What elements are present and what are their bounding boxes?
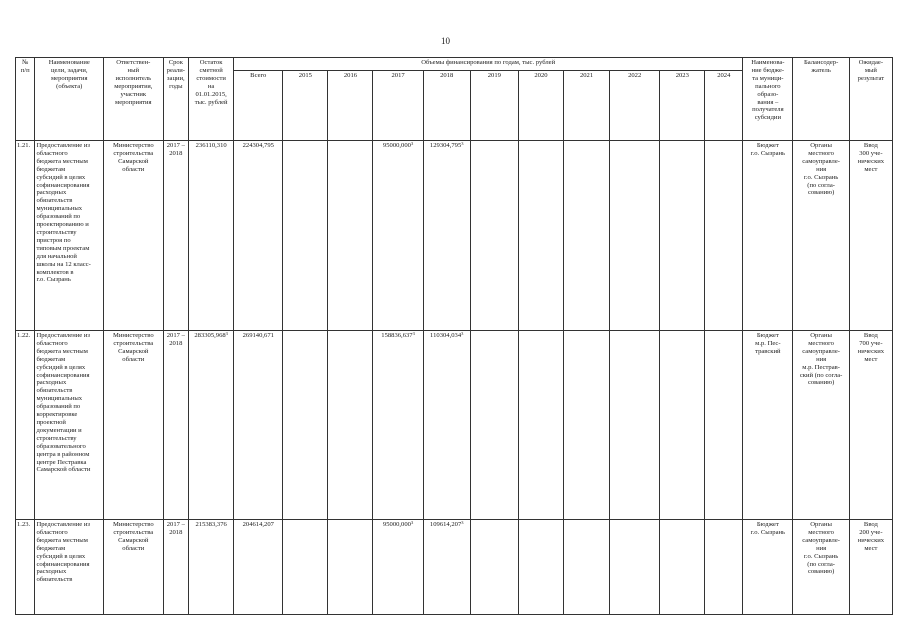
- row-y2015: [283, 331, 328, 520]
- row-y2021: [563, 141, 609, 331]
- row-y2024: [705, 520, 743, 615]
- row-y2018: [423, 520, 470, 615]
- row-balance-value: 283305,968: [194, 332, 226, 339]
- row-executor: Министерство строительства Самарской области: [104, 331, 163, 520]
- row-num: 1.23.: [16, 520, 35, 615]
- row-y2019: [470, 520, 518, 615]
- row-balance: [189, 331, 234, 520]
- row-term: 2017 – 2018: [163, 141, 189, 331]
- row-y2018-footnote: 3: [461, 141, 464, 146]
- row-y2016: [328, 520, 373, 615]
- header-term: Срок реали- зации, годы: [163, 58, 189, 141]
- table-row: [16, 331, 893, 520]
- row-y2017-value: 95000,000: [382, 521, 411, 528]
- row-total: 224304,795: [234, 141, 283, 331]
- row-result: Ввод 200 уче- нических мест: [849, 520, 892, 615]
- row-holder: Органы местного самоуправле- ния г.о. Сызрань (по согла- сованию): [793, 141, 849, 331]
- header-name: Наименование цели, задачи, мероприятия (объекта): [35, 58, 104, 141]
- row-y2018: [423, 141, 470, 331]
- row-result: Ввод 300 уче- нических мест: [849, 141, 892, 331]
- page-number: 10: [441, 36, 450, 46]
- header-year-2019: 2019: [470, 71, 518, 141]
- row-y2019: [470, 141, 518, 331]
- row-y2023: [660, 141, 705, 331]
- header-holder: Балансодер- жатель: [793, 58, 849, 141]
- row-y2017: [373, 520, 423, 615]
- row-name: Предоставление из областного бюджета местным бюджетам субсидий в целях софинансирования расходных обязательств муниципальных образований по корректировке проектной документации и строительству образовательного центра в районном центре Пестравка Самарской области: [35, 331, 104, 520]
- row-y2017: [373, 331, 423, 520]
- header-balance: Остаток сметной стоимости на 01.01.2015, тыс. рублей: [189, 58, 234, 141]
- header-year-2020: 2020: [518, 71, 563, 141]
- row-holder: Органы местного самоуправле- ния г.о. Сызрань (по согла- сованию): [793, 520, 849, 615]
- header-year-2015: 2015: [283, 71, 328, 141]
- row-term: 2017 – 2018: [163, 520, 189, 615]
- row-y2017-footnote: 3: [410, 520, 414, 525]
- row-y2022: [610, 520, 660, 615]
- row-executor: Министерство строительства Самарской области: [104, 520, 163, 615]
- row-y2021: [563, 520, 609, 615]
- row-y2017-value: 95000,000: [382, 142, 411, 149]
- row-y2018-value: 109614,207: [429, 521, 462, 528]
- row-y2016: [328, 141, 373, 331]
- row-y2022: [610, 331, 660, 520]
- header-year-2021: 2021: [563, 71, 609, 141]
- row-result: Ввод 700 уче- нических мест: [849, 331, 892, 520]
- row-budget: Бюджет г.о. Сызрань: [743, 141, 793, 331]
- row-y2023: [660, 520, 705, 615]
- row-holder: Органы местного самоуправле- ния м.р. Пестрав- ский (по согла- сованию): [793, 331, 849, 520]
- row-y2018-footnote: 3: [461, 331, 464, 336]
- row-budget: Бюджет г.о. Сызрань: [743, 520, 793, 615]
- row-name: Предоставление из областного бюджета местным бюджетам субсидий в целях софинансирования расходных обязательств: [35, 520, 104, 615]
- row-executor: Министерство строительства Самарской области: [104, 141, 163, 331]
- row-num: 1.21.: [16, 141, 35, 331]
- row-balance-footnote: 3: [225, 331, 228, 336]
- header-year-2023: 2023: [660, 71, 705, 141]
- row-y2023: [660, 331, 705, 520]
- row-total: 204614,207: [234, 520, 283, 615]
- row-y2016: [328, 331, 373, 520]
- header-num: № п/п: [16, 58, 35, 141]
- row-y2017-value: 158836,637: [381, 332, 413, 339]
- table-row: [16, 520, 893, 615]
- row-balance-value: 215383,376: [195, 521, 227, 528]
- table-row: [16, 141, 893, 331]
- row-y2024: [705, 141, 743, 331]
- row-y2020: [518, 141, 563, 331]
- row-y2024: [705, 331, 743, 520]
- row-balance: [189, 141, 234, 331]
- header-year-2024: 2024: [705, 71, 743, 141]
- row-y2018: [423, 331, 470, 520]
- header-year-2016: 2016: [328, 71, 373, 141]
- row-y2018-value: 110304,034: [430, 332, 462, 339]
- row-balance-value: 236110,310: [195, 142, 227, 149]
- row-y2020: [518, 331, 563, 520]
- row-budget: Бюджет м.р. Пес- травский: [743, 331, 793, 520]
- financing-table: [15, 57, 893, 615]
- row-total: 269140,671: [234, 331, 283, 520]
- row-y2015: [283, 141, 328, 331]
- row-y2015: [283, 520, 328, 615]
- row-y2022: [610, 141, 660, 331]
- header-result: Ожидае- мый результат: [849, 58, 892, 141]
- row-num: 1.22.: [16, 331, 35, 520]
- header-year-2017: 2017: [373, 71, 423, 141]
- header-year-2018: 2018: [423, 71, 470, 141]
- header-budget: Наименова- ние бюдже- та муници- пального образо- вания – получателя субсидии: [743, 58, 793, 141]
- row-name: Предоставление из областного бюджета местным бюджетам субсидий в целях софинансирования расходных обязательств муниципальных образований по проектированию и строительству пристроя по типовым проектам для начальной школы на 12 класс- комплектов в г.о. Сызрань: [35, 141, 104, 331]
- row-y2020: [518, 520, 563, 615]
- row-y2021: [563, 331, 609, 520]
- row-y2019: [470, 331, 518, 520]
- header-year-2022: 2022: [610, 71, 660, 141]
- row-term: 2017 – 2018: [163, 331, 189, 520]
- row-balance: [189, 520, 234, 615]
- row-y2018-value: 129304,795: [429, 142, 462, 149]
- header-volumes: Объемы финансирования по годам, тыс. рублей: [234, 58, 743, 71]
- row-y2018-footnote: 3: [461, 520, 464, 525]
- row-y2017: [373, 141, 423, 331]
- row-y2017-footnote: 3: [412, 331, 415, 336]
- header-executor: Ответствен- ный исполнитель мероприятия, участник мероприятия: [104, 58, 163, 141]
- header-total: Всего: [234, 71, 283, 141]
- row-y2017-footnote: 3: [410, 141, 414, 146]
